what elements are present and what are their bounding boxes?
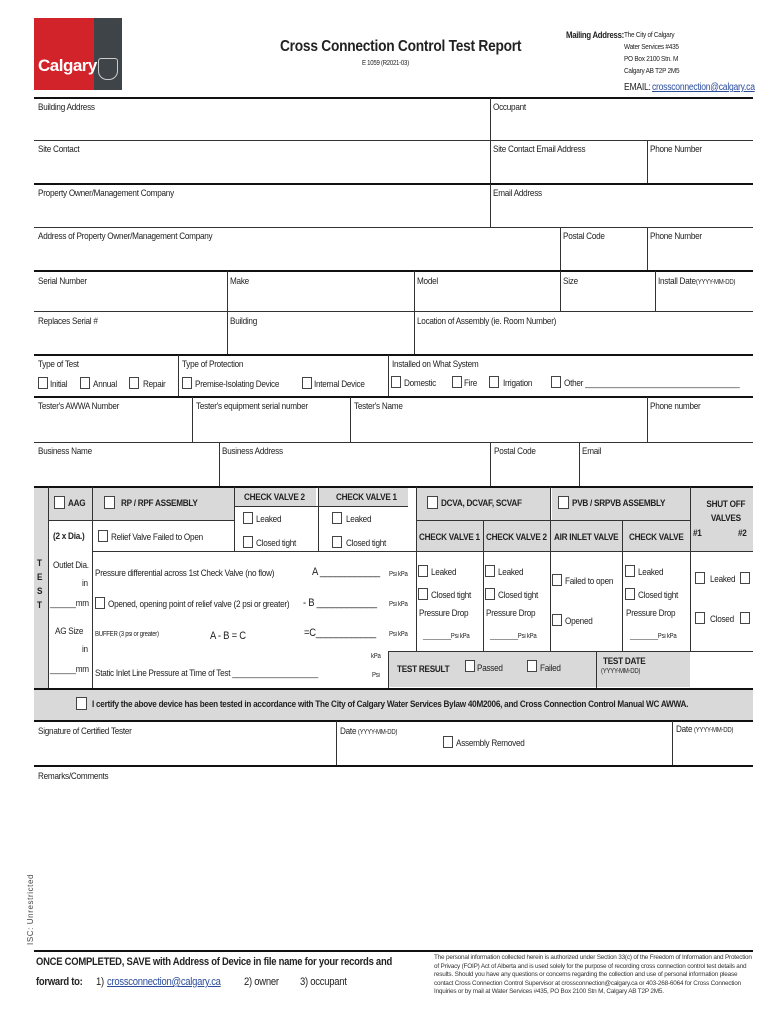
cv2-header: CHECK VALVE 2 bbox=[486, 532, 547, 543]
pressure-diff-label: Pressure differential across 1st Check Valve (no flow) bbox=[95, 568, 275, 579]
psi-kpa-c: Psi kPa bbox=[389, 631, 408, 638]
rp-rpf-label: RP / RPF ASSEMBLY bbox=[121, 498, 198, 509]
check-valve-1-header: CHECK VALVE 1 bbox=[336, 492, 397, 503]
test-side-letter: T bbox=[37, 600, 42, 611]
domestic-label: Domestic bbox=[404, 378, 436, 389]
tester-name-label: Tester's Name bbox=[354, 401, 403, 412]
business-address-label: Business Address bbox=[222, 446, 283, 457]
shut-1-label: #1 bbox=[693, 528, 702, 539]
relief-valve-label: Relief Valve Failed to Open bbox=[111, 532, 203, 543]
aag-checkbox[interactable] bbox=[54, 496, 65, 509]
annual-checkbox[interactable] bbox=[80, 377, 90, 389]
forward-item-1-number: 1) bbox=[96, 976, 104, 988]
model-label: Model bbox=[417, 276, 438, 287]
mailing-address bbox=[624, 30, 688, 78]
calgary-logo bbox=[34, 18, 122, 90]
business-name-label: Business Name bbox=[38, 446, 92, 457]
dcva-cv1-pressure-drop: Pressure Drop bbox=[419, 608, 469, 619]
test-date-label: TEST DATE bbox=[603, 656, 646, 667]
email-field-label: Email bbox=[582, 446, 602, 457]
forward-to-label: forward to: bbox=[36, 976, 83, 988]
size-label: Size bbox=[563, 276, 578, 287]
signature-label: Signature of Certified Tester bbox=[38, 726, 132, 737]
opened-point-checkbox[interactable] bbox=[95, 597, 105, 609]
remarks-area[interactable] bbox=[34, 786, 753, 948]
security-classification: ISC: Unrestricted bbox=[26, 873, 35, 945]
irrigation-label: Irrigation bbox=[503, 378, 533, 389]
b-line: - B ____________ bbox=[303, 597, 377, 609]
occupant-label: Occupant bbox=[493, 102, 526, 113]
install-date-format: (YYYY-MM-DD) bbox=[696, 279, 736, 286]
cv1-closed-tight-label: Closed tight bbox=[346, 538, 387, 549]
mailing-line: Calgary AB T2P 2M5 bbox=[624, 66, 680, 75]
failed-label: Failed bbox=[540, 663, 561, 674]
ag-size-label: AG Size bbox=[55, 626, 84, 637]
cv1-leaked-checkbox[interactable] bbox=[332, 512, 342, 524]
passed-label: Passed bbox=[477, 663, 503, 674]
pvb-cv-closed-checkbox[interactable] bbox=[625, 588, 635, 600]
internal-device-checkbox[interactable] bbox=[302, 377, 312, 389]
cv1-header: CHECK VALVE 1 bbox=[419, 532, 480, 543]
other-checkbox[interactable] bbox=[551, 376, 561, 388]
fire-label: Fire bbox=[464, 378, 478, 389]
certify-statement: I certify the above device has been tested in accordance with The City of Calgary Water Services Bylaw 40M2006, and Cross Connection Control Manual WC AWWA. bbox=[92, 699, 689, 710]
property-owner-label: Property Owner/Management Company bbox=[38, 188, 174, 199]
test-side-label bbox=[37, 558, 47, 614]
page-title: Cross Connection Control Test Report bbox=[280, 38, 522, 55]
dcva-cv1-closed-checkbox[interactable] bbox=[418, 588, 428, 600]
make-label: Make bbox=[230, 276, 249, 287]
building-address-label: Building Address bbox=[38, 102, 95, 113]
shut-off-valves-header: SHUT OFF VALVES bbox=[706, 499, 746, 524]
pvb-cv-psi-kpa: _________Psi kPa bbox=[630, 633, 677, 640]
shut-closed-2-checkbox[interactable] bbox=[740, 612, 750, 624]
in-label: in bbox=[82, 578, 88, 589]
irrigation-checkbox[interactable] bbox=[489, 376, 499, 388]
kpa-label: kPa bbox=[371, 653, 381, 660]
pvb-cv-pressure-drop: Pressure Drop bbox=[626, 608, 676, 619]
check-valve-2-header: CHECK VALVE 2 bbox=[244, 492, 305, 503]
internal-device-label: Internal Device bbox=[314, 379, 365, 390]
replaces-serial-label: Replaces Serial # bbox=[38, 316, 98, 327]
test-result-label: TEST RESULT bbox=[397, 664, 450, 675]
pvb-checkbox[interactable] bbox=[558, 496, 569, 509]
aag-label: AAG bbox=[68, 498, 86, 509]
mailing-line: Water Services #435 bbox=[624, 42, 679, 51]
initial-checkbox[interactable] bbox=[38, 377, 48, 389]
cv1-closed-tight-checkbox[interactable] bbox=[332, 536, 342, 548]
mm-label: ______mm bbox=[50, 598, 89, 609]
test-side-letter: E bbox=[37, 572, 43, 583]
email-label: EMAIL: bbox=[624, 82, 651, 93]
buffer-label: BUFFER (3 psi or greater) bbox=[95, 631, 159, 638]
dcva-cv2-closed-checkbox[interactable] bbox=[485, 588, 495, 600]
forward-email-link[interactable]: crossconnection@calgary.ca bbox=[107, 976, 221, 988]
tester-awwa-label: Tester's AWWA Number bbox=[38, 401, 120, 412]
test-side-letter: S bbox=[37, 586, 43, 597]
initial-label: Initial bbox=[50, 379, 68, 390]
rp-rpf-checkbox[interactable] bbox=[104, 496, 115, 509]
shut-leaked-1-checkbox[interactable] bbox=[695, 572, 705, 584]
date-format: (YYYY-MM-DD) bbox=[358, 729, 398, 736]
c-line: =C____________ bbox=[304, 627, 376, 639]
air-inlet-opened-checkbox[interactable] bbox=[552, 614, 562, 626]
relief-valve-checkbox[interactable] bbox=[98, 530, 108, 542]
dcva-label: DCVA, DCVAF, SCVAF bbox=[441, 498, 522, 509]
date-label-2: Date bbox=[676, 724, 693, 735]
pvb-label: PVB / SRPVB ASSEMBLY bbox=[572, 498, 666, 509]
forward-owner: 2) owner bbox=[244, 976, 279, 988]
dcva-checkbox[interactable] bbox=[427, 496, 438, 509]
two-x-dia-label: (2 x Dia.) bbox=[53, 531, 85, 542]
dcva-cv2-leaked-checkbox[interactable] bbox=[485, 565, 495, 577]
postal-code-label: Postal Code bbox=[563, 231, 605, 242]
serial-number-label: Serial Number bbox=[38, 276, 87, 287]
save-instruction: ONCE COMPLETED, SAVE with Address of Device in file name for your records and bbox=[36, 956, 392, 968]
check-valve-header: CHECK VALVE bbox=[629, 532, 684, 543]
air-inlet-header: AIR INLET VALVE bbox=[554, 532, 619, 543]
failed-checkbox[interactable] bbox=[527, 660, 537, 672]
cv2-closed-tight-label: Closed tight bbox=[256, 538, 297, 549]
date-format-2: (YYYY-MM-DD) bbox=[694, 727, 734, 734]
install-date-label: Install Date bbox=[658, 276, 696, 287]
cv1-leaked-label: Leaked bbox=[346, 514, 372, 525]
cv2-closed-tight-checkbox[interactable] bbox=[243, 536, 253, 548]
mm-label-2: ______mm bbox=[50, 664, 89, 675]
dcva-cv2-closed-label: Closed tight bbox=[498, 590, 539, 601]
date-label: Date bbox=[340, 726, 357, 737]
site-contact-label: Site Contact bbox=[38, 144, 80, 155]
owner-address-label: Address of Property Owner/Management Company bbox=[38, 231, 213, 242]
email-address-label: Email Address bbox=[493, 188, 542, 199]
assembly-removed-checkbox[interactable] bbox=[443, 736, 453, 748]
psi-kpa-b: Psi kPa bbox=[389, 601, 408, 608]
repair-checkbox[interactable] bbox=[129, 377, 139, 389]
mailing-label: Mailing Address: bbox=[566, 30, 624, 40]
assembly-removed-label: Assembly Removed bbox=[456, 738, 525, 749]
dcva-cv1-closed-label: Closed tight bbox=[431, 590, 472, 601]
psi-kpa-a: Psi kPa bbox=[389, 571, 408, 578]
privacy-notice: The personal information collected herein is authorized under Section 33(c) of the Freedom of Information and Protection of Privacy (FOIP) Act of Alberta and is used solely for the purpose of recording cross connection control test details and results. Should you have any questions or concerns regarding the collection and use of personal information please contact Cross Connection Control Supervisor at crossconnection@calgary.ca or 403-268-6064 for Cross Connection Inquiries or by mail at Water Services #435, PO Box 2100 Stn M, Calgary AB T2P 2M5. bbox=[434, 954, 752, 995]
building-label: Building bbox=[230, 316, 258, 327]
installed-on-label: Installed on What System bbox=[392, 359, 479, 370]
outlet-dia-label: Outlet Dia. bbox=[53, 560, 89, 571]
shut-closed-1-checkbox[interactable] bbox=[695, 612, 705, 624]
dcva-cv2-pressure-drop: Pressure Drop bbox=[486, 608, 536, 619]
remarks-label: Remarks/Comments bbox=[38, 771, 109, 782]
crest-icon bbox=[98, 58, 118, 80]
opened-point-label: Opened, opening point of relief valve (2 psi or greater) bbox=[108, 599, 290, 610]
dcva-cv2-psi-kpa: _________Psi kPa bbox=[490, 633, 537, 640]
mailing-line: PO Box 2100 Stn. M bbox=[624, 54, 679, 63]
test-side-letter: T bbox=[37, 558, 42, 569]
a-minus-b-label: A - B = C bbox=[210, 630, 246, 642]
phone-number-3-label: Phone number bbox=[650, 401, 701, 412]
dcva-cv1-psi-kpa: _________Psi kPa bbox=[423, 633, 470, 640]
air-inlet-opened-label: Opened bbox=[565, 616, 593, 627]
psi-label: Psi bbox=[372, 672, 380, 679]
dcva-cv1-leaked-label: Leaked bbox=[431, 567, 457, 578]
air-inlet-failed-checkbox[interactable] bbox=[552, 574, 562, 586]
shut-closed-label: Closed bbox=[710, 614, 734, 625]
static-inlet-label: Static Inlet Line Pressure at Time of Test ____________________ bbox=[95, 668, 318, 679]
phone-number-2-label: Phone Number bbox=[650, 231, 702, 242]
fire-checkbox[interactable] bbox=[452, 376, 462, 388]
phone-number-label: Phone Number bbox=[650, 144, 702, 155]
passed-checkbox[interactable] bbox=[465, 660, 475, 672]
form-code: E 1059 (R2021-03) bbox=[362, 60, 409, 67]
shut-leaked-label: Leaked bbox=[710, 574, 736, 585]
premise-isolating-label: Premise-Isolating Device bbox=[195, 379, 280, 390]
domestic-checkbox[interactable] bbox=[391, 376, 401, 388]
dcva-cv1-leaked-checkbox[interactable] bbox=[418, 565, 428, 577]
annual-label: Annual bbox=[93, 379, 117, 390]
shut-leaked-2-checkbox[interactable] bbox=[740, 572, 750, 584]
cv2-leaked-checkbox[interactable] bbox=[243, 512, 253, 524]
site-contact-email-label: Site Contact Email Address bbox=[493, 144, 586, 155]
shut-2-label: #2 bbox=[738, 528, 747, 539]
pvb-cv-leaked-checkbox[interactable] bbox=[625, 565, 635, 577]
a-line: A ____________ bbox=[312, 566, 380, 578]
location-label: Location of Assembly (ie. Room Number) bbox=[417, 316, 557, 327]
type-of-protection-label: Type of Protection bbox=[182, 359, 244, 370]
dcva-cv2-leaked-label: Leaked bbox=[498, 567, 524, 578]
repair-label: Repair bbox=[143, 379, 166, 390]
tester-equipment-label: Tester's equipment serial number bbox=[196, 401, 308, 412]
mailing-line: The City of Calgary bbox=[624, 30, 675, 39]
type-of-test-label: Type of Test bbox=[38, 359, 79, 370]
email-link[interactable]: crossconnection@calgary.ca bbox=[652, 82, 755, 93]
postal-code-2-label: Postal Code bbox=[494, 446, 536, 457]
test-date-format: (YYYY-MM-DD) bbox=[601, 668, 641, 675]
certify-checkbox[interactable] bbox=[76, 697, 87, 710]
air-inlet-failed-label: Failed to open bbox=[565, 576, 614, 587]
pvb-cv-leaked-label: Leaked bbox=[638, 567, 664, 578]
pvb-cv-closed-label: Closed tight bbox=[638, 590, 679, 601]
forward-occupant: 3) occupant bbox=[300, 976, 347, 988]
logo-text: Calgary bbox=[38, 56, 97, 75]
other-label: Other ____________________________________ bbox=[564, 378, 740, 389]
in-label-2: in bbox=[82, 644, 88, 655]
cv2-leaked-label: Leaked bbox=[256, 514, 282, 525]
premise-isolating-checkbox[interactable] bbox=[182, 377, 192, 389]
